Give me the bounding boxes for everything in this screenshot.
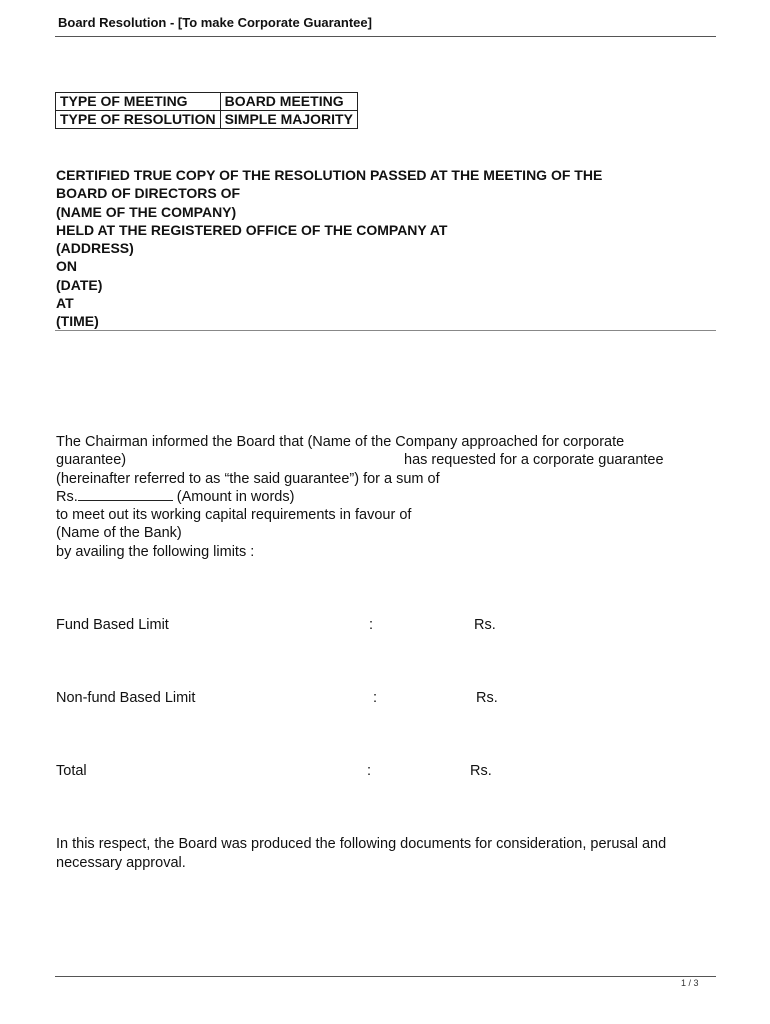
statement-line: (Name of the Bank) (56, 525, 182, 542)
meeting-meta-table (55, 92, 358, 129)
limit-label: Non-fund Based Limit (56, 690, 196, 706)
statement-line: to meet out its working capital requirements in favour of (56, 507, 412, 524)
limit-currency: Rs. (470, 763, 492, 779)
certificate-line: (ADDRESS) (56, 240, 134, 257)
chairman-statement (56, 433, 716, 561)
meta-row-meeting-type (56, 93, 358, 111)
page-number: 1 / 3 (681, 978, 699, 988)
amount-blank (78, 488, 173, 501)
limit-currency: Rs. (474, 617, 496, 633)
certificate-line: CERTIFIED TRUE COPY OF THE RESOLUTION PASSED AT THE MEETING OF THE (56, 167, 603, 183)
amount-line (56, 488, 716, 506)
statement-line: The Chairman informed the Board that (Name of the Company approached for corporate (56, 434, 625, 450)
certificate-line: (NAME OF THE COMPANY) (56, 203, 237, 220)
meta-value-meeting-type: BOARD MEETING (220, 93, 357, 111)
document-header-title: Board Resolution - [To make Corporate Guarantee] (58, 15, 372, 30)
limit-label: Fund Based Limit (56, 617, 169, 633)
limit-currency: Rs. (476, 690, 498, 706)
closing-paragraph: In this respect, the Board was produced the following documents for consideration, perusal and necessary approval. (56, 836, 667, 871)
limit-label: Total (56, 763, 87, 779)
amount-in-words-label: (Amount in words) (172, 488, 295, 505)
limit-separator: : (369, 617, 374, 633)
limit-separator: : (373, 690, 378, 706)
certificate-divider (55, 330, 716, 331)
statement-text: has requested for a corporate guarantee (404, 452, 664, 469)
currency-prefix: Rs. (56, 488, 78, 505)
meta-key-meeting-type: TYPE OF MEETING (56, 93, 221, 111)
meta-row-resolution-type (56, 111, 358, 129)
certificate-line: HELD AT THE REGISTERED OFFICE OF THE COMPANY AT (56, 221, 448, 238)
certificate-line: (TIME) (56, 313, 99, 330)
header-divider (55, 36, 716, 37)
certificate-line: (DATE) (56, 276, 103, 293)
certificate-line: AT (56, 295, 74, 312)
meta-key-resolution-type: TYPE OF RESOLUTION (56, 111, 221, 129)
statement-text: guarantee) (56, 452, 127, 469)
statement-line (56, 451, 716, 469)
statement-line: (hereinafter referred to as “the said guarantee”) for a sum of (56, 470, 440, 487)
limit-separator: : (367, 763, 372, 779)
certificate-heading (56, 166, 602, 331)
certificate-line: BOARD OF DIRECTORS OF (56, 185, 241, 202)
certificate-line: ON (56, 258, 77, 275)
footer-divider (55, 976, 716, 977)
meta-value-resolution-type: SIMPLE MAJORITY (220, 111, 357, 129)
statement-line: by availing the following limits : (56, 543, 255, 560)
